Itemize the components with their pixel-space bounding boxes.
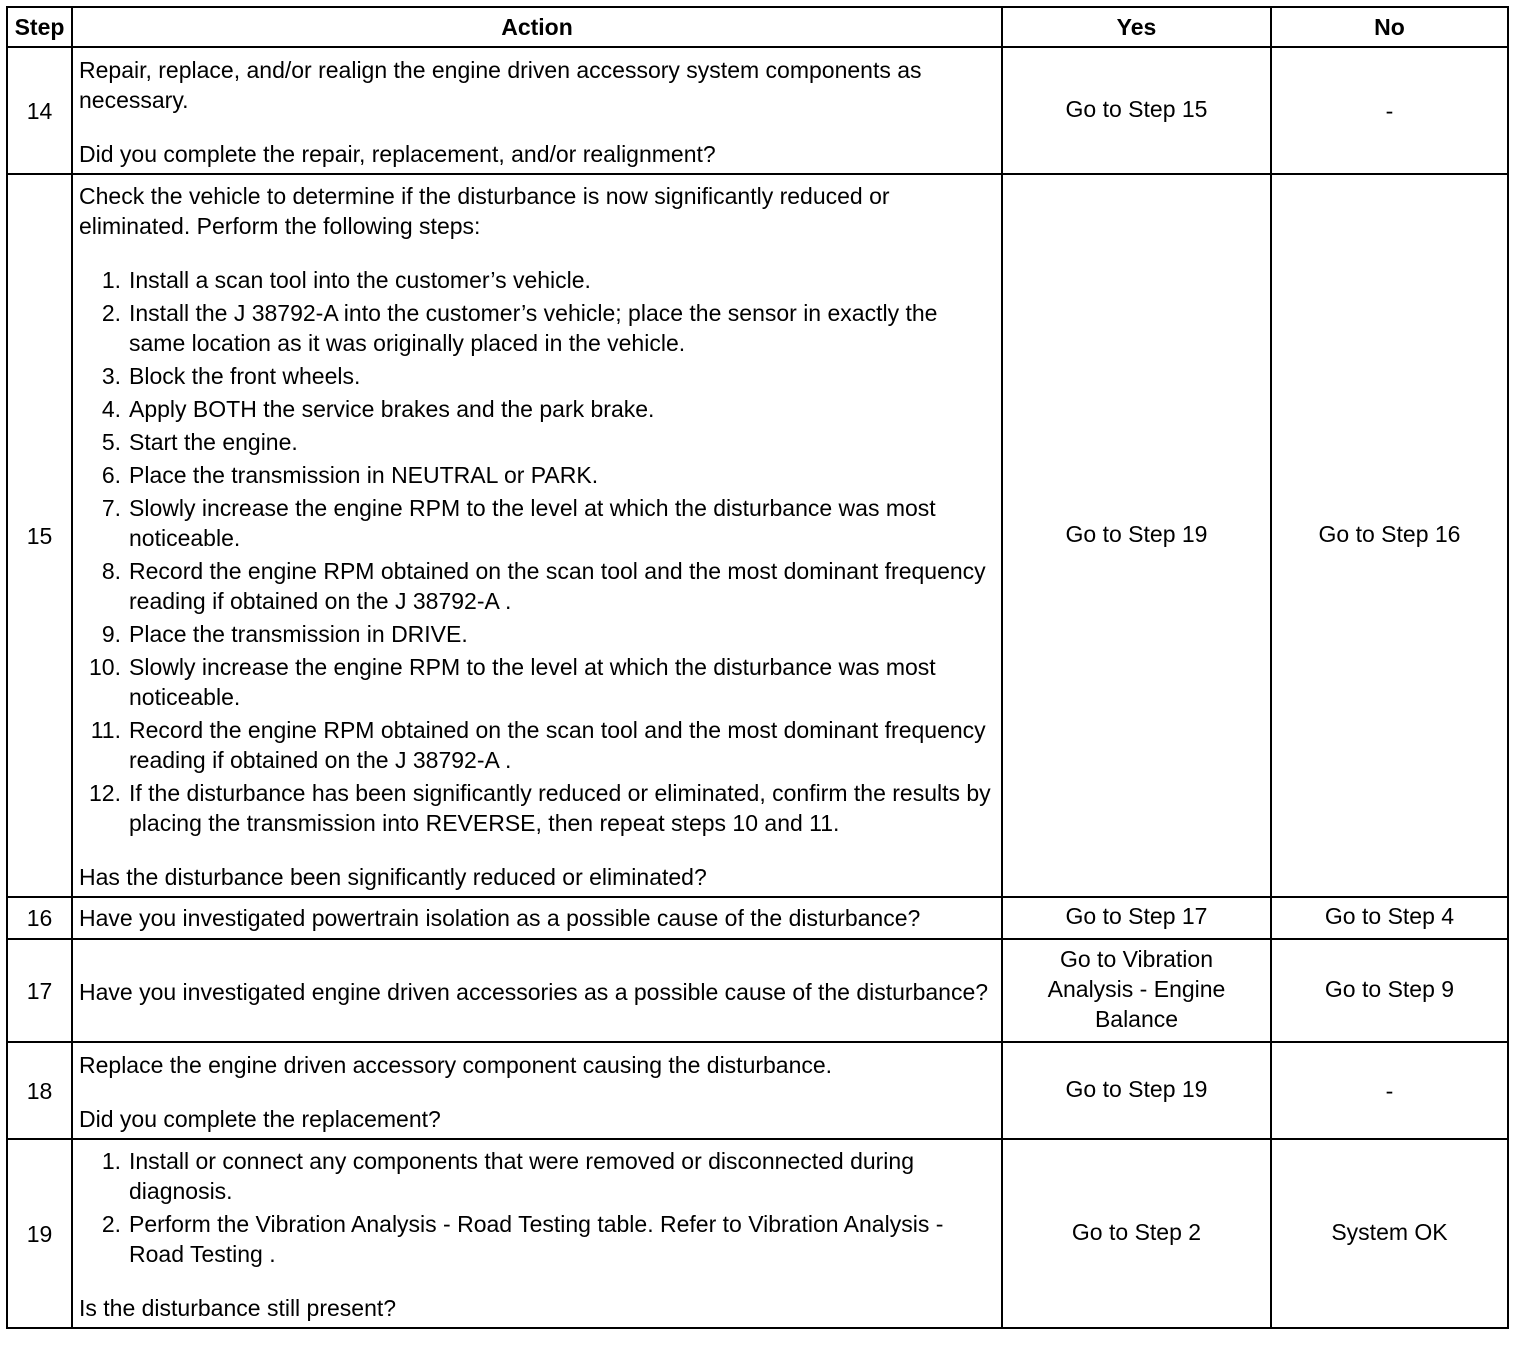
- no-result: Go to Step 9: [1271, 939, 1508, 1042]
- yes-result: Go to Step 19: [1002, 174, 1271, 897]
- action-text: Have you investigated engine driven accessories as a possible cause of the disturbance?: [79, 978, 989, 1005]
- action-text: Have you investigated powertrain isolation as a possible cause of the disturbance?: [79, 905, 921, 931]
- diagnostic-table: [6, 6, 1509, 1329]
- action-question: Is the disturbance still present?: [79, 1295, 397, 1321]
- list-item-text: Install a scan tool into the customer’s vehicle.: [129, 267, 591, 293]
- action-text: Check the vehicle to determine if the disturbance is now significantly reduced or eliminated. Perform the following steps:: [79, 183, 890, 239]
- action-question: Did you complete the repair, replacement, and/or realignment?: [79, 140, 716, 167]
- action-cell: [72, 939, 1002, 1042]
- header-action: Action: [72, 7, 1002, 47]
- step-number: 15: [7, 174, 72, 897]
- procedure-list: [79, 1146, 995, 1269]
- list-item-text: Record the engine RPM obtained on the scan tool and the most dominant frequency reading if obtained on the J 38792-A .: [129, 717, 986, 773]
- action-text: Repair, replace, and/or realign the engine driven accessory system components as necessary.: [79, 56, 922, 113]
- list-item-text: Perform the Vibration Analysis - Road Testing table. Refer to Vibration Analysis - Road Testing .: [129, 1211, 944, 1267]
- no-result: System OK: [1271, 1139, 1508, 1328]
- action-question: Did you complete the replacement?: [79, 1105, 441, 1132]
- list-item-text: Place the transmission in NEUTRAL or PARK.: [129, 462, 599, 488]
- step-number: 18: [7, 1042, 72, 1139]
- list-item-text: Place the transmission in DRIVE.: [129, 621, 468, 647]
- list-item-number: 12.: [89, 780, 121, 806]
- table-row: [7, 1042, 1508, 1139]
- list-item: [79, 394, 995, 424]
- table-row: [7, 174, 1508, 897]
- list-item: [79, 715, 995, 775]
- yes-result: Go to Vibration Analysis - Engine Balance: [1002, 939, 1271, 1042]
- list-item-number: 2.: [101, 300, 121, 326]
- yes-result: Go to Step 17: [1002, 897, 1271, 939]
- list-item-number: 1.: [101, 267, 121, 293]
- list-item-number: 1.: [101, 1148, 121, 1174]
- yes-result: Go to Step 2: [1002, 1139, 1271, 1328]
- list-item-text: Apply BOTH the service brakes and the park brake.: [129, 396, 655, 422]
- list-item-number: 11.: [90, 717, 121, 743]
- action-cell: [72, 897, 1002, 939]
- no-result: -: [1271, 47, 1508, 174]
- action-cell: [72, 1042, 1002, 1139]
- list-item-text: Start the engine.: [129, 429, 298, 455]
- action-question: Has the disturbance been significantly reduced or eliminated?: [79, 864, 707, 890]
- list-item-number: 8.: [101, 558, 121, 584]
- action-text: Replace the engine driven accessory component causing the disturbance.: [79, 1051, 833, 1078]
- list-item-text: Install the J 38792-A into the customer’s vehicle; place the sensor in exactly the same location as it was originally placed in the vehicle.: [129, 300, 938, 356]
- list-item: [79, 493, 995, 553]
- list-item: [79, 1146, 995, 1206]
- table-row: [7, 939, 1508, 1042]
- table-row: [7, 897, 1508, 939]
- action-cell: [72, 47, 1002, 174]
- step-number: 16: [7, 897, 72, 939]
- list-item-number: 9.: [101, 621, 121, 647]
- no-result: Go to Step 4: [1271, 897, 1508, 939]
- list-item-number: 3.: [101, 363, 121, 389]
- action-cell: [72, 174, 1002, 897]
- yes-result: Go to Step 15: [1002, 47, 1271, 174]
- list-item-number: 2.: [101, 1211, 121, 1237]
- step-number: 17: [7, 939, 72, 1042]
- list-item-number: 6.: [101, 462, 121, 488]
- procedure-list: [79, 265, 995, 838]
- list-item: [79, 460, 995, 490]
- diagnostic-table-container: [6, 6, 1509, 1329]
- action-cell: [72, 1139, 1002, 1328]
- step-number: 19: [7, 1139, 72, 1328]
- list-item: [79, 298, 995, 358]
- list-item-text: Slowly increase the engine RPM to the level at which the disturbance was most noticeable.: [129, 654, 936, 710]
- list-item: [79, 427, 995, 457]
- list-item-number: 4.: [101, 396, 121, 422]
- header-row: [7, 7, 1508, 47]
- step-number: 14: [7, 47, 72, 174]
- list-item: [79, 361, 995, 391]
- header-yes: Yes: [1002, 7, 1271, 47]
- header-step: Step: [7, 7, 72, 47]
- list-item: [79, 619, 995, 649]
- header-no: No: [1271, 7, 1508, 47]
- list-item: [79, 556, 995, 616]
- list-item: [79, 265, 995, 295]
- list-item: [79, 778, 995, 838]
- list-item-number: 5.: [101, 429, 121, 455]
- list-item-number: 7.: [101, 495, 121, 521]
- list-item-number: 10.: [89, 654, 121, 680]
- list-item-text: If the disturbance has been significantly reduced or eliminated, confirm the results by placing the transmission into REVERSE, then repeat steps 10 and 11.: [129, 780, 991, 836]
- list-item-text: Install or connect any components that were removed or disconnected during diagnosis.: [129, 1148, 914, 1204]
- no-result: -: [1271, 1042, 1508, 1139]
- yes-result: Go to Step 19: [1002, 1042, 1271, 1139]
- table-row: [7, 47, 1508, 174]
- list-item: [79, 652, 995, 712]
- list-item: [79, 1209, 995, 1269]
- no-result: Go to Step 16: [1271, 174, 1508, 897]
- list-item-text: Slowly increase the engine RPM to the level at which the disturbance was most noticeable.: [129, 495, 936, 551]
- list-item-text: Record the engine RPM obtained on the scan tool and the most dominant frequency reading if obtained on the J 38792-A .: [129, 558, 986, 614]
- table-row: [7, 1139, 1508, 1328]
- list-item-text: Block the front wheels.: [129, 363, 361, 389]
